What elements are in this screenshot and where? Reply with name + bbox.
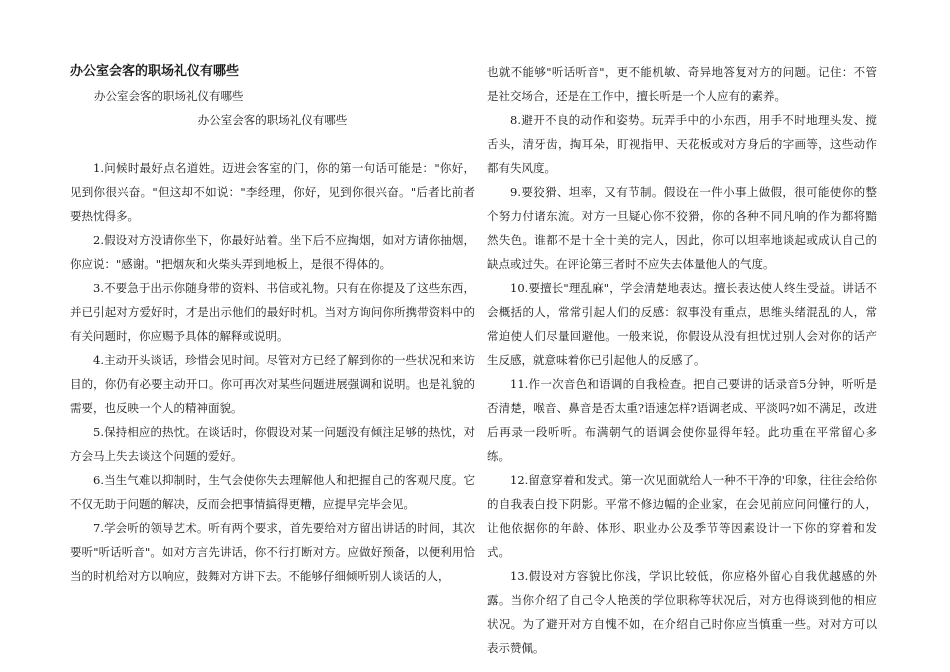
document-subtitle: 办公室会客的职场礼仪有哪些 [94,89,244,103]
document-subtitle-centered: 办公室会客的职场礼仪有哪些 [197,113,348,127]
paragraph-3: 3.不要急于出示你随身带的资料、书信或礼物。只有在你提及了这些东西，并已引起对方爱好时，才是出示他们的最好时机。当对方询问你所携带资料中的有关问题时，你应赐予具体的解释或说明。 [70,281,475,343]
paragraph-7-continued: 也就不能够"听话听音"，更不能机敏、奇异地答复对方的问题。记住：不管是社交场合，还是在工作中，擅长听是一个人应有的素养。 [487,65,877,103]
left-column [70,60,475,588]
paragraph-11: 11.作一次音色和语调的自我检查。把自己要讲的话录音5分钟，听听是否清楚，喉音、鼻音是否太重?语速怎样?语调老成、平淡吗?如不满足，改进后再录一段听听。布满朝气的语调会使你显得年轻。此功重在平常留心多练。 [487,377,877,463]
paragraph-2: 2.假设对方没请你坐下，你最好站着。坐下后不应掏烟，如对方请你抽烟，你应说："感谢。"把烟灰和火柴头弄到地板上，是很不得体的。 [70,233,475,271]
paragraph-7: 7.学会听的领导艺术。听有两个要求，首先要给对方留出讲话的时间，其次要听"听话听音"。如对方言先讲话，你不行打断对方。应做好预备，以便利用恰当的时机给对方以响应，鼓舞对方讲下去。不能够仔细倾听别人谈话的人， [70,521,475,583]
paragraph-10: 10.要擅长"理乱麻"，学会清楚地表达。擅长表达使人终生受益。讲话不会概括的人，常常引起人们的反感：叙事没有重点，思维头绪混乱的人，常常迫使人们尽量回避他。一般来说，你假设从没有担忧过别人会对你的话产生反感，就意味着你已引起他人的反感了。 [487,281,877,367]
document-title: 办公室会客的职场礼仪有哪些 [70,64,240,79]
paragraph-1: 1.问候时最好点名道姓。迈进会客室的门，你的第一句话可能是："你好，见到你很兴奋。"但这却不如说："李经理，你好，见到你很兴奋。"后者比前者要热忱得多。 [70,161,475,223]
paragraph-13: 13.假设对方容貌比你浅，学识比较低，你应格外留心自我优越感的外露。当你介绍了自己令人艳羡的学位职称等状况后，对方也得谈到他的相应状况。为了避开对方自愧不如，在介绍自己时你应当慎重一些。对对方可以表示赞佩。 [487,569,877,655]
paragraph-12: 12.留意穿着和发式。第一次见面就给人一种不干净的'印象，往往会给你的自我表白投下阴影。平常不修边幅的企业家，在会见前应问问懂行的人，让他依据你的年龄、体形、职业办公及季节等因素设计一下你的穿着和发式。 [487,473,877,559]
paragraph-8: 8.避开不良的动作和姿势。玩弄手中的小东西，用手不时地理头发、搅舌头，清牙齿，掏耳朵，盯视指甲、天花板或对方身后的字画等，这些动作都有失风度。 [487,113,877,175]
right-column [487,60,877,660]
paragraph-9: 9.要狡猾、坦率，又有节制。假设在一件小事上做假，很可能使你的整个努力付诸东流。对方一旦疑心你不狡猾，你的各种不同凡响的作为都将黯然失色。谁都不是十全十美的完人，因此，你可以坦率地谈起或成认自己的缺点或过失。在评论第三者时不应失去体量他人的气度。 [487,185,877,271]
paragraph-5: 5.保持相应的热忱。在谈话时，你假设对某一问题没有倾注足够的热忱，对方会马上失去谈这个问题的爱好。 [70,425,475,463]
paragraph-6: 6.当生气难以抑制时，生气会使你失去理解他人和把握自己的客观尺度。它不仅无助于问题的解决，反而会把事情搞得更糟，应提早完毕会见。 [70,473,475,511]
paragraph-4: 4.主动开头谈话，珍惜会见时间。尽管对方已经了解到你的一些状况和来访目的，你仍有必要主动开口。你可再次对某些问题进展强调和说明。也是礼貌的需要，也反映一个人的精神面貌。 [70,353,475,415]
